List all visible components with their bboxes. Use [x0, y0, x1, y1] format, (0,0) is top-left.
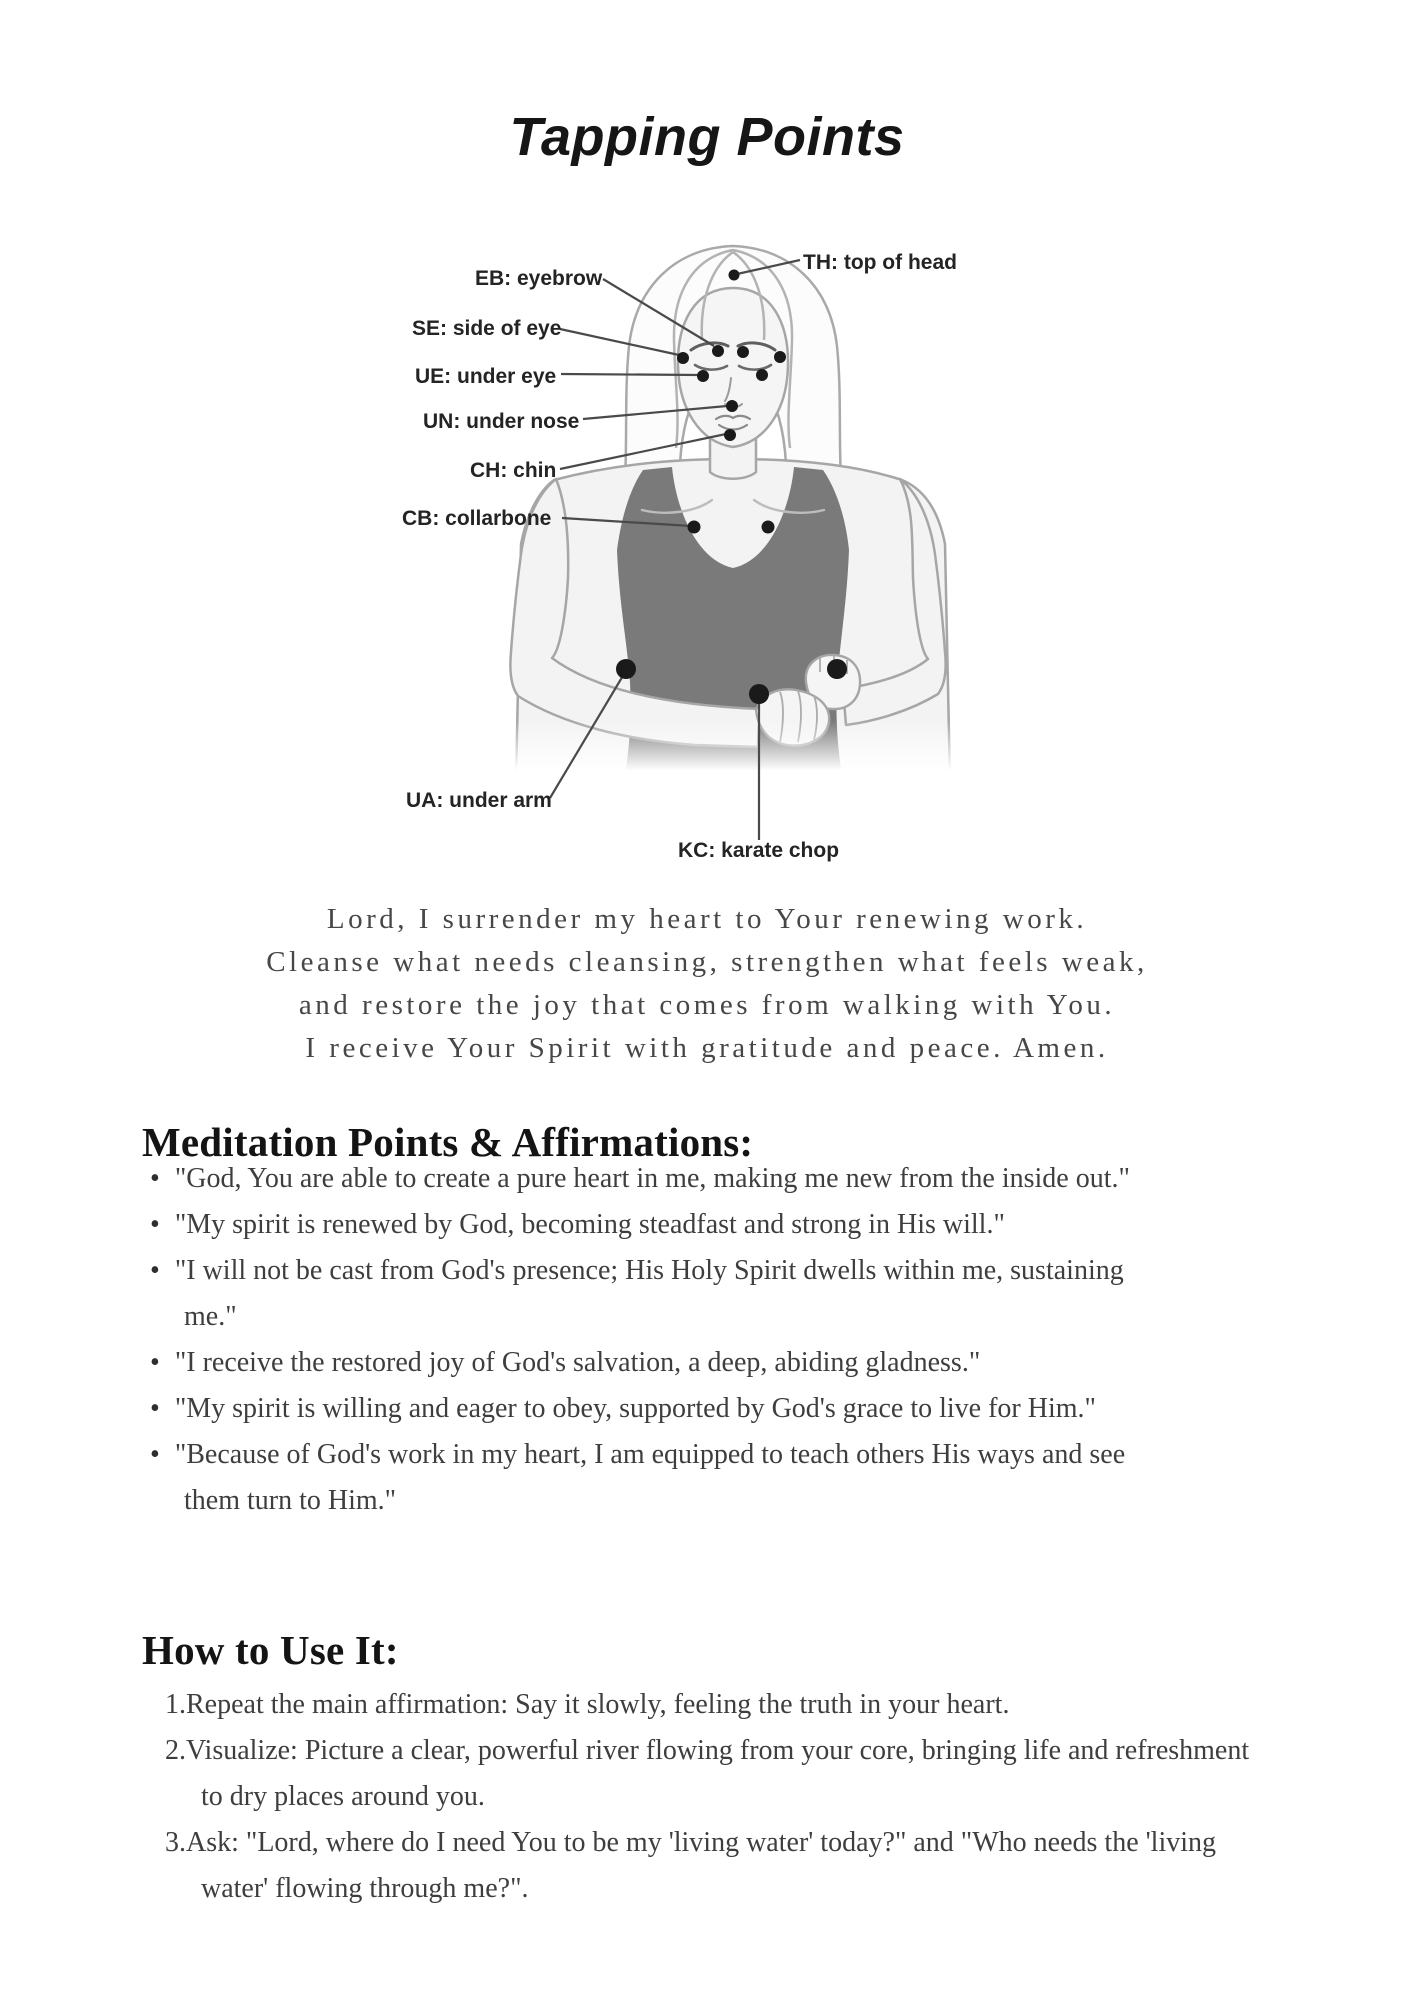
tapping-dot-side-of-eye-left: [677, 352, 689, 364]
affirmation-item: • "God, You are able to create a pure heart in me, making me new from the inside out.": [150, 1156, 1162, 1202]
affirmation-item: • "I receive the restored joy of God's salvation, a deep, abiding gladness.": [150, 1340, 1162, 1386]
how-to-step: Repeat the main affirmation: Say it slowly, feeling the truth in your heart.: [186, 1689, 1010, 1720]
prayer-text: [0, 898, 1414, 1070]
prayer-line: Lord, I surrender my heart to Your renewing work.: [326, 903, 1088, 935]
how-to-heading: How to Use It:: [142, 1627, 399, 1673]
tapping-dot-side-of-eye-right: [774, 351, 786, 363]
prayer-line: Cleanse what needs cleansing, strengthen what feels weak,: [266, 946, 1148, 978]
tapping-dot-under-eye-right: [756, 369, 768, 381]
tapping-dot-eyebrow-left: [712, 345, 724, 357]
diagram-label-under-nose: UN: under nose: [423, 410, 580, 433]
figure-face: [678, 288, 788, 447]
prayer-line: I receive Your Spirit with gratitude and peace. Amen.: [305, 1032, 1109, 1064]
affirmation-item: • "My spirit is renewed by God, becoming steadfast and strong in His will.": [150, 1202, 1162, 1248]
tapping-dot-karate-chop: [749, 684, 769, 704]
tapping-dot-chin: [724, 429, 736, 441]
tapping-points-diagram: [310, 182, 1100, 892]
tapping-dot-under-nose: [726, 400, 738, 412]
figure-bottom-fade: [480, 720, 980, 798]
diagram-label-eyebrow: EB: eyebrow: [475, 267, 603, 290]
affirmation-item: • "My spirit is willing and eager to obey, supported by God's grace to live for Him.": [150, 1386, 1162, 1432]
prayer-line: and restore the joy that comes from walking with You.: [298, 989, 1116, 1021]
affirmation-item: • "I will not be cast from God's presence; His Holy Spirit dwells within me, sustaining me.": [150, 1248, 1162, 1340]
how-to-step: Ask: "Lord, where do I need You to be my 'living water' today?" and "Who needs the 'living water' flowing through me?".: [186, 1827, 1216, 1904]
diagram-label-side-of-eye: SE: side of eye: [412, 317, 562, 340]
affirmation-item: • "Because of God's work in my heart, I am equipped to teach others His ways and see them turn to Him.": [150, 1432, 1162, 1524]
tapping-dot-eyebrow-right: [737, 346, 749, 358]
tapping-dot-under-arm-left: [616, 659, 636, 679]
tapping-dot-top-of-head: [729, 270, 740, 281]
diagram-label-under-eye: UE: under eye: [415, 365, 557, 388]
how-to-step: Visualize: Picture a clear, powerful river flowing from your core, bringing life and refreshment to dry places around you.: [186, 1735, 1250, 1812]
tapping-dot-under-arm-right: [827, 659, 847, 679]
how-to-steps-container: [165, 1682, 1273, 1912]
tapping-dot-collarbone-left: [688, 521, 701, 534]
pointer-line-ue: [561, 374, 700, 375]
diagram-label-collarbone: CB: collarbone: [402, 507, 552, 530]
affirmations-heading: Meditation Points & Affirmations:: [142, 1119, 754, 1165]
diagram-label-karate-chop: KC: karate chop: [678, 839, 840, 862]
diagram-label-under-arm: UA: under arm: [406, 789, 552, 812]
affirmations-list: [150, 1156, 1162, 1524]
how-to-steps-list: [165, 1682, 1273, 1912]
tapping-figure-illustration: [310, 182, 1100, 892]
page-title: Tapping Points: [509, 107, 905, 167]
tapping-dot-collarbone-right: [762, 521, 775, 534]
diagram-label-chin: CH: chin: [470, 459, 557, 482]
affirmations-list-container: [150, 1156, 1162, 1524]
tapping-dot-under-eye-left: [697, 370, 709, 382]
diagram-label-top-of-head: TH: top of head: [803, 251, 957, 274]
